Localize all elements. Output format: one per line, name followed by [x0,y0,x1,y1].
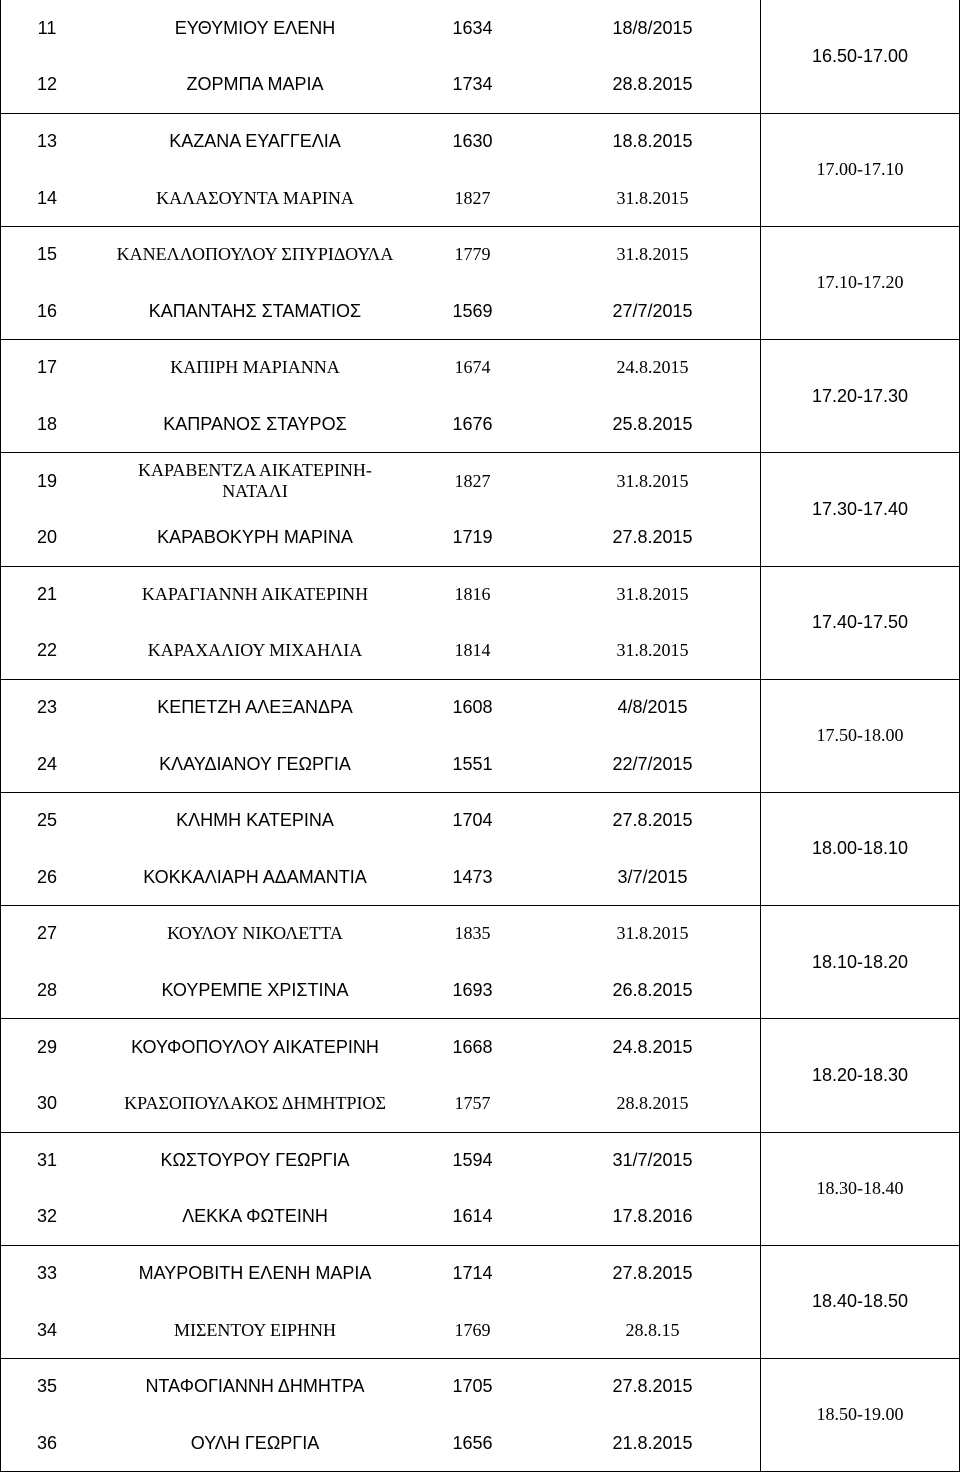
row-number: 19 [36,470,58,491]
row-name: ΚΑΖΑΝΑ ΕΥΑΓΓΕΛΙΑ [169,130,341,151]
table-row [0,623,760,680]
time-slot: 17.40-17.50 [811,612,909,633]
row-date: 21.8.2015 [612,1432,693,1453]
table-row [0,962,760,1019]
row-code: 1827 [454,470,491,491]
row-number: 24 [36,753,58,774]
time-slot: 18.50-19.00 [816,1404,904,1425]
row-name: ΚΟΥΛΟΥ ΝΙΚΟΛΕΤΤΑ [167,923,343,944]
table-row [0,906,760,963]
row-date: 31/7/2015 [612,1149,693,1170]
row-name: ΝΤΑΦΟΓΙΑΝΝΗ ΔΗΜΗΤΡΑ [145,1376,365,1397]
time-slot: 17.50-18.00 [816,725,904,746]
row-number: 28 [36,979,58,1000]
row-date: 28.8.15 [625,1319,680,1340]
row-date: 24.8.2015 [616,357,689,378]
row-name: ΚΑΡΑΒΟΚΥΡΗ ΜΑΡΙΝΑ [157,527,353,548]
row-date: 28.8.2015 [612,74,693,95]
time-slot: 18.10-18.20 [811,951,909,972]
row-date: 18.8.2015 [612,130,693,151]
row-number: 25 [36,810,58,831]
table-border [0,679,960,680]
row-name: ΚΑΡΑΓΙΑΝΝΗ ΑΙΚΑΤΕΡΙΝΗ [141,583,369,604]
row-date: 31.8.2015 [616,923,689,944]
row-date: 17.8.2016 [612,1206,693,1227]
row-code: 1614 [452,1206,493,1227]
row-code: 1734 [452,74,493,95]
row-code: 1473 [452,866,493,887]
row-date: 31.8.2015 [616,187,689,208]
row-date: 31.8.2015 [616,583,689,604]
row-code: 1704 [452,810,493,831]
time-slot: 17.30-17.40 [811,498,909,519]
row-code: 1630 [452,130,493,151]
row-name: ΚΡΑΣΟΠΟΥΛΑΚΟΣ ΔΗΜΗΤΡΙΟΣ [124,1093,386,1114]
row-date: 27.8.2015 [612,527,693,548]
row-number: 32 [36,1206,58,1227]
table-border [760,0,761,1472]
row-date: 31.8.2015 [616,470,689,491]
row-number: 13 [36,130,58,151]
table-row [0,170,760,227]
row-name: ΚΑΝΕΛΛΟΠΟΥΛΟΥ ΣΠΥΡΙΔΟΥΛΑ [116,244,394,265]
row-name: ΜΑΥΡΟΒΙΤΗ ΕΛΕΝΗ ΜΑΡΙΑ [138,1262,372,1283]
time-slot: 17.20-17.30 [811,385,909,406]
row-date: 27.8.2015 [612,1376,693,1397]
row-date: 25.8.2015 [612,413,693,434]
row-code: 1693 [452,979,493,1000]
table-row [0,1415,760,1472]
row-date: 31.8.2015 [616,244,689,265]
row-number: 33 [36,1262,58,1283]
table-row [0,736,760,793]
row-code: 1569 [452,300,493,321]
row-code: 1827 [454,187,491,208]
table-row [0,57,760,114]
table-row [0,396,760,453]
row-name: ΚΛΑΥΔΙΑΝΟΥ ΓΕΩΡΓΙΑ [159,753,351,774]
row-code: 1814 [454,640,491,661]
row-number: 23 [36,696,58,717]
row-code: 1676 [452,413,493,434]
table-row [0,1302,760,1359]
table-border [0,1132,960,1133]
table-row [0,566,760,623]
row-code: 1719 [452,527,493,548]
table-row [0,1189,760,1246]
row-name: ΛΕΚΚΑ ΦΩΤΕΙΝΗ [182,1206,328,1227]
row-number: 11 [37,17,57,38]
row-name: ΖΟΡΜΠΑ ΜΑΡΙΑ [186,74,324,95]
table-border [0,339,960,340]
time-slot: 17.00-17.10 [816,159,904,180]
row-number: 21 [36,583,58,604]
row-code: 1835 [454,923,491,944]
table-border [0,0,1,1472]
row-name: ΚΕΠΕΤΖΗ ΑΛΕΞΑΝΔΡΑ [157,696,353,717]
table-row [0,283,760,340]
row-number: 18 [36,413,58,434]
row-number: 12 [36,74,58,95]
row-date: 26.8.2015 [612,979,693,1000]
table-row [0,509,760,566]
row-date: 27.8.2015 [612,1262,693,1283]
table-row [0,849,760,906]
table-border [0,566,960,567]
row-number: 17 [36,357,58,378]
table-row [0,226,760,283]
table-row [0,1358,760,1415]
row-name: ΚΑΡΑΒΕΝΤΖΑ ΑΙΚΑΤΕΡΙΝΗ-ΝΑΤΑΛΙ [138,460,372,502]
row-code: 1769 [454,1319,491,1340]
table-row [0,1019,760,1076]
table-row [0,0,760,57]
table-row [0,1132,760,1189]
table-row [0,1075,760,1132]
table-border [0,1245,960,1246]
row-number: 26 [36,866,58,887]
row-name: ΚΛΗΜΗ ΚΑΤΕΡΙΝΑ [176,810,334,831]
row-date: 28.8.2015 [616,1093,689,1114]
table-row [0,679,760,736]
row-name: ΚΟΥΦΟΠΟΥΛΟΥ ΑΙΚΑΤΕΡΙΝΗ [131,1036,379,1057]
row-number: 16 [36,300,58,321]
time-slot: 18.40-18.50 [811,1291,909,1312]
table-border [0,113,960,114]
row-name: ΟΥΛΗ ΓΕΩΡΓΙΑ [190,1432,320,1453]
table-row [0,792,760,849]
row-code: 1757 [454,1093,491,1114]
time-slot: 16.50-17.00 [811,46,909,67]
row-date: 27.8.2015 [612,810,693,831]
time-slot: 18.20-18.30 [811,1064,909,1085]
time-slot: 17.10-17.20 [816,272,904,293]
row-name: ΕΥΘΥΜΙΟΥ ΕΛΕΝΗ [174,17,336,38]
row-name: ΚΑΛΑΣΟΥΝΤΑ ΜΑΡΙΝΑ [156,187,354,208]
row-name: ΚΑΠΡΑΝΟΣ ΣΤΑΥΡΟΣ [163,413,347,434]
table-row [0,453,760,510]
row-code: 1551 [452,753,493,774]
row-code: 1779 [454,244,491,265]
table-border [0,905,960,906]
row-number: 14 [36,187,58,208]
row-date: 22/7/2015 [612,753,693,774]
row-date: 27/7/2015 [612,300,693,321]
row-number: 30 [36,1093,58,1114]
row-name: ΚΑΠΑΝΤΑΗΣ ΣΤΑΜΑΤΙΟΣ [148,300,362,321]
table-row [0,1245,760,1302]
time-slot: 18.30-18.40 [816,1178,904,1199]
row-number: 34 [36,1319,58,1340]
row-number: 20 [36,527,58,548]
row-number: 27 [36,923,58,944]
row-name: ΚΩΣΤΟΥΡΟΥ ΓΕΩΡΓΙΑ [160,1149,350,1170]
row-date: 18/8/2015 [612,17,693,38]
row-name: ΜΙΣΕΝΤΟΥ ΕΙΡΗΝΗ [173,1319,337,1340]
row-number: 35 [36,1376,58,1397]
row-code: 1634 [452,17,493,38]
row-date: 24.8.2015 [612,1036,693,1057]
row-number: 22 [36,640,58,661]
row-name: ΚΑΠΙΡΗ ΜΑΡΙΑΝΝΑ [170,357,340,378]
row-number: 36 [36,1432,58,1453]
table-border [0,452,960,453]
table-border [0,1018,960,1019]
row-name: ΚΟΥΡΕΜΠΕ ΧΡΙΣΤΙΝΑ [161,979,349,1000]
row-code: 1656 [452,1432,493,1453]
row-code: 1714 [452,1262,493,1283]
row-code: 1668 [452,1036,493,1057]
table-border [0,792,960,793]
row-date: 31.8.2015 [616,640,689,661]
time-slot: 18.00-18.10 [811,838,909,859]
row-number: 15 [36,244,58,265]
row-date: 3/7/2015 [617,866,688,887]
table-border [0,226,960,227]
row-code: 1594 [452,1149,493,1170]
row-code: 1608 [452,696,493,717]
row-number: 29 [36,1036,58,1057]
row-number: 31 [36,1149,58,1170]
table-row [0,340,760,397]
table-row [0,113,760,170]
table-border [0,1358,960,1359]
row-code: 1674 [454,357,491,378]
row-name: ΚΟΚΚΑΛΙΑΡΗ ΑΔΑΜΑΝΤΙΑ [143,866,367,887]
row-date: 4/8/2015 [617,696,688,717]
row-name: ΚΑΡΑΧΑΛΙΟΥ ΜΙΧΑΗΛΙΑ [147,640,363,661]
row-code: 1816 [454,583,491,604]
row-code: 1705 [452,1376,493,1397]
